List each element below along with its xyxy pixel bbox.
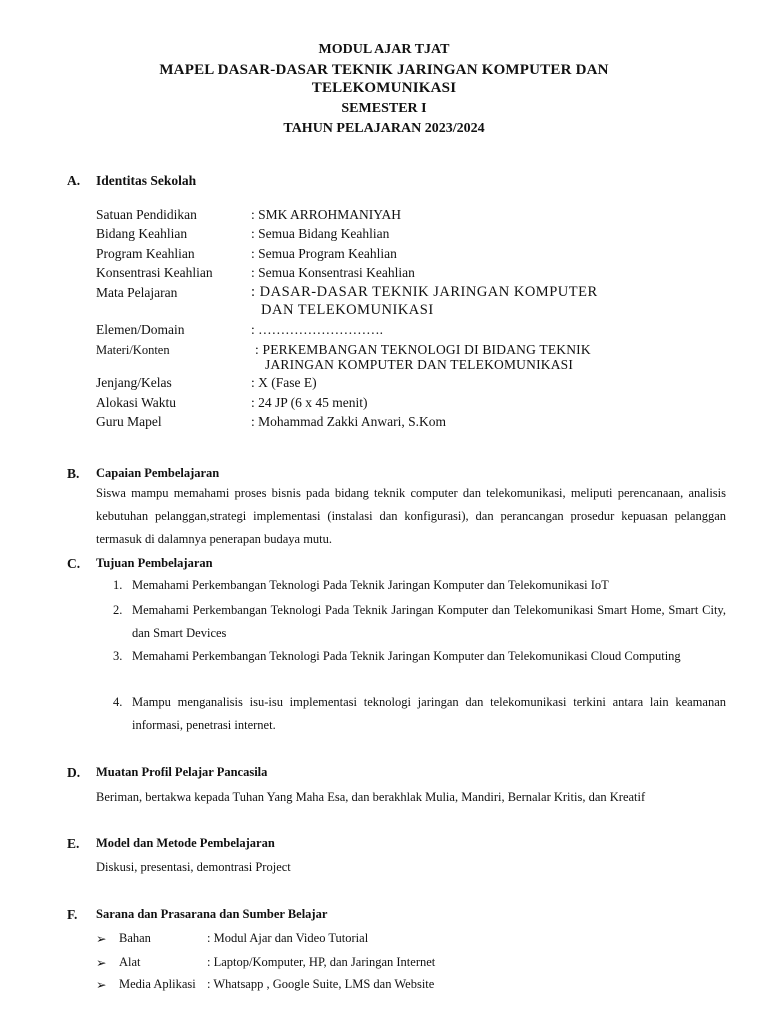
list-number: 2. <box>113 603 123 617</box>
section-title: Sarana dan Prasarana dan Sumber Belajar <box>96 907 328 921</box>
identitas-label: Materi/Konten <box>96 343 170 357</box>
section-title: Muatan Profil Pelajar Pancasila <box>96 765 268 779</box>
sarana-label: Alat <box>119 955 141 969</box>
identitas-label: Program Keahlian <box>96 246 195 261</box>
section-title: Capaian Pembelajaran <box>96 466 220 480</box>
identitas-label: Konsentrasi Keahlian <box>96 265 213 280</box>
identitas-value: : ………………………. <box>251 322 384 337</box>
identitas-value: : X (Fase E) <box>251 375 317 390</box>
identitas-value-cont: DAN TELEKOMUNIKASI <box>261 302 434 318</box>
section-letter: E. <box>67 836 80 851</box>
list-number: 4. <box>113 695 123 709</box>
list-text: Memahami Perkembangan Teknologi Pada Teknik Jaringan Komputer dan Telekomunikasi IoT <box>132 578 609 592</box>
doc-subject-line-2: TELEKOMUNIKASI <box>311 80 457 96</box>
doc-school-year: TAHUN PELAJARAN 2023/2024 <box>283 121 485 136</box>
identitas-label: Jenjang/Kelas <box>96 375 172 390</box>
sarana-value: : Laptop/Komputer, HP, dan Jaringan Internet <box>207 955 436 969</box>
identitas-value: : DASAR-DASAR TEKNIK JARINGAN KOMPUTER <box>251 284 598 300</box>
section-letter: D. <box>67 765 81 780</box>
section-letter: A. <box>67 173 81 188</box>
identitas-label: Guru Mapel <box>96 414 162 429</box>
sarana-label: Media Aplikasi <box>119 977 196 991</box>
arrow-bullet-icon: ➢ <box>96 956 107 970</box>
capaian-paragraph: Siswa mampu memahami proses bisnis pada bidang teknik computer dan telekomunikasi, meliputi perencanaan, analisis kebutuhan pelanggan,strategi implementasi (instalasi dan konfigurasi), dan perancangan prosedur kepuasan pelanggan termasuk di dalamnya penerapan budaya mutu. <box>96 486 726 546</box>
identitas-value: : PERKEMBANGAN TEKNOLOGI DI BIDANG TEKNIK <box>255 342 591 357</box>
list-text: Mampu menganalisis isu-isu implementasi teknologi jaringan dan telekomunikasi terkini antara lain keamanan informasi, penetrasi internet. <box>132 695 726 732</box>
doc-title: MODUL AJAR TJAT <box>318 42 450 57</box>
arrow-bullet-icon: ➢ <box>96 978 107 992</box>
list-number: 3. <box>113 649 123 663</box>
identitas-label: Bidang Keahlian <box>96 226 188 241</box>
identitas-value: : Semua Konsentrasi Keahlian <box>251 265 415 280</box>
sarana-value: : Whatsapp , Google Suite, LMS dan Website <box>207 977 435 991</box>
section-letter: C. <box>67 556 81 571</box>
identitas-label: Elemen/Domain <box>96 322 185 337</box>
identitas-value: : Semua Program Keahlian <box>251 246 397 261</box>
profil-text: Beriman, bertakwa kepada Tuhan Yang Maha Esa, dan berakhlak Mulia, Mandiri, Bernalar Kritis, dan Kreatif <box>96 790 646 804</box>
identitas-label: Satuan Pendidikan <box>96 207 197 222</box>
list-text: Memahami Perkembangan Teknologi Pada Teknik Jaringan Komputer dan Telekomunikasi Cloud Computing <box>132 649 681 663</box>
section-letter: B. <box>67 466 80 481</box>
identitas-label: Mata Pelajaran <box>96 285 178 300</box>
list-text: Memahami Perkembangan Teknologi Pada Teknik Jaringan Komputer dan Telekomunikasi Smart Home, Smart City, dan Smart Devices <box>132 603 726 640</box>
section-title: Tujuan Pembelajaran <box>96 556 213 570</box>
identitas-value: : Mohammad Zakki Anwari, S.Kom <box>251 414 446 429</box>
identitas-label: Alokasi Waktu <box>96 395 177 410</box>
doc-semester: SEMESTER I <box>341 101 427 116</box>
identitas-value: : SMK ARROHMANIYAH <box>251 207 402 222</box>
identitas-value-cont: JARINGAN KOMPUTER DAN TELEKOMUNIKASI <box>265 357 574 372</box>
doc-subject-line-1: MAPEL DASAR-DASAR TEKNIK JARINGAN KOMPUTER DAN <box>159 62 609 78</box>
identitas-value: : 24 JP (6 x 45 menit) <box>251 395 368 410</box>
identitas-value: : Semua Bidang Keahlian <box>251 226 390 241</box>
section-letter: F. <box>67 907 78 922</box>
sarana-label: Bahan <box>119 931 151 945</box>
section-title: Model dan Metode Pembelajaran <box>96 836 275 850</box>
arrow-bullet-icon: ➢ <box>96 932 107 946</box>
list-number: 1. <box>113 578 123 592</box>
model-text: Diskusi, presentasi, demontrasi Project <box>96 860 291 874</box>
sarana-value: : Modul Ajar dan Video Tutorial <box>207 931 369 945</box>
section-title: Identitas Sekolah <box>96 173 197 188</box>
